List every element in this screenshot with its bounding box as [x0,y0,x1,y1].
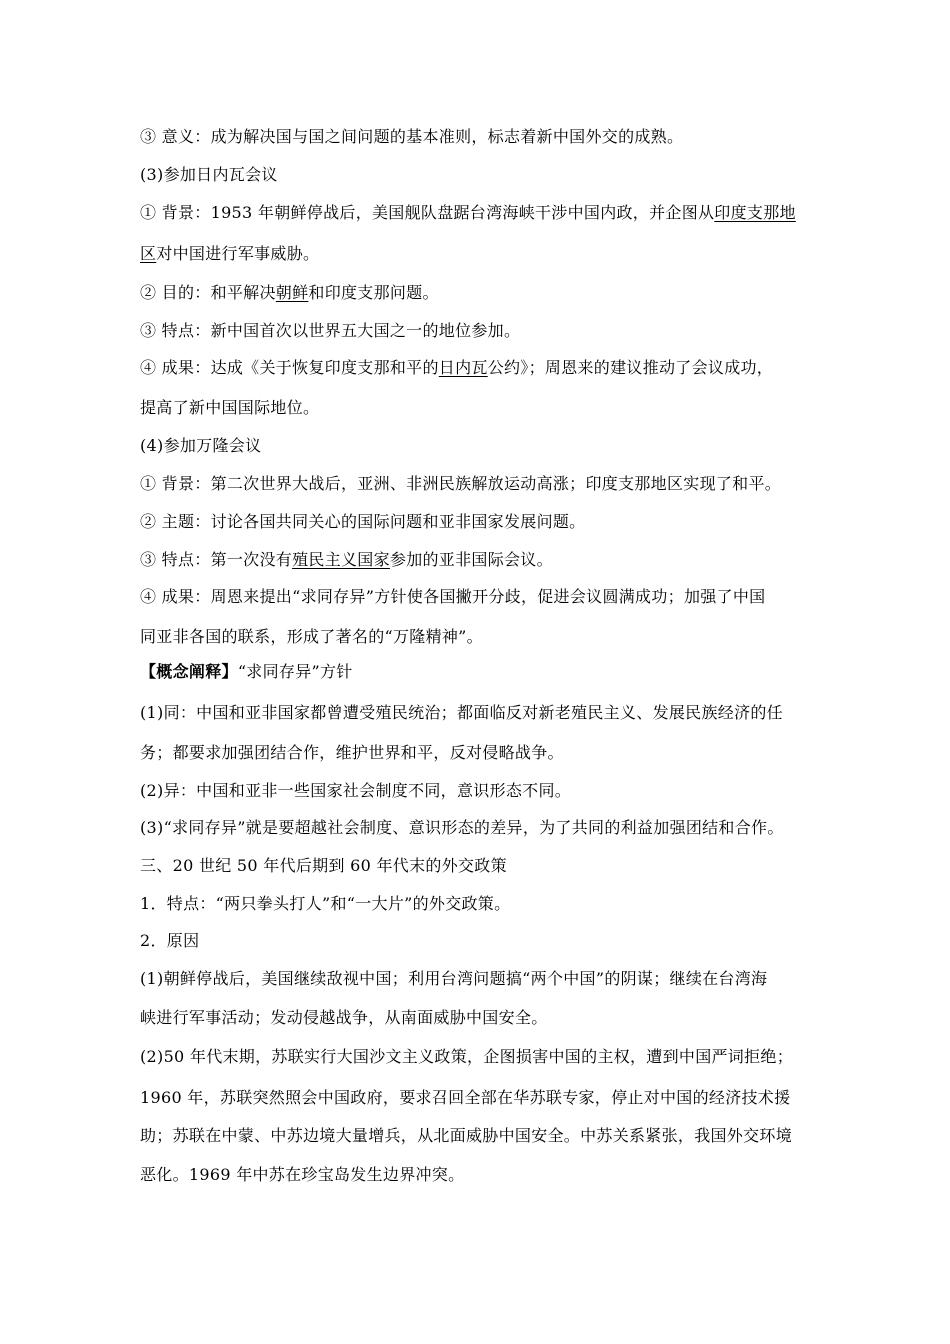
text-line: 恶化。1969 年中苏在珍宝岛发生边界冲突。 [140,1165,465,1184]
text-line: ① 背景：1953 年朝鲜停战后，美国舰队盘踞台湾海峡干涉中国内政，并企图从印度支那地 [140,203,796,222]
concept-heading: 【概念阐释】“求同存异”方针 [140,662,353,681]
underlined-term: 区 [140,244,157,263]
underlined-term: 殖民主义国家 [292,550,390,569]
text-line: (2)50 年代末期，苏联实行大国沙文主义政策，企图损害中国的主权，遭到中国严词拒绝； [140,1047,794,1066]
text-line: 提高了新中国国际地位。 [140,398,320,417]
text-line: ④ 成果：周恩来提出“求同存异”方针使各国撇开分歧，促进会议圆满成功；加强了中国 [140,587,766,606]
text-line: 同亚非各国的联系，形成了著名的“万隆精神”。 [140,627,483,646]
text-line: 峡进行军事活动；发动侵越战争，从南面威胁中国安全。 [140,1008,548,1027]
section-heading: (3)参加日内瓦会议 [140,165,278,184]
section-heading: (4)参加万隆会议 [140,436,262,455]
text-line: (2)异：中国和亚非一些国家社会制度不同，意识形态不同。 [140,781,572,800]
text-line: 务；都要求加强团结合作，维护世界和平，反对侵略战争。 [140,743,564,762]
text-line: ① 背景：第二次世界大战后，亚洲、非洲民族解放运动高涨；印度支那地区实现了和平。 [140,474,782,493]
text-line: ④ 成果：达成《关于恢复印度支那和平的日内瓦公约》；周恩来的建议推动了会议成功， [140,358,774,377]
text-line: (3)“求同存异”就是要超越社会制度、意识形态的差异，为了共同的利益加强团结和合作。 [140,818,784,837]
underlined-term: 印度支那地 [714,203,796,222]
underlined-term: 日内瓦 [438,358,488,377]
text-line: 2．原因 [140,931,200,950]
text-line: 区对中国进行军事威胁。 [140,244,320,263]
text-line: 1．特点：“两只拳头打人”和“一大片”的外交政策。 [140,894,511,913]
section-heading: 三、20 世纪 50 年代后期到 60 年代末的外交政策 [140,856,507,875]
text-line: ② 主题：讨论各国共同关心的国际问题和亚非国家发展问题。 [140,512,586,531]
text-line: ② 目的：和平解决朝鲜和印度支那问题。 [140,283,439,302]
text-line: (1)朝鲜停战后，美国继续敌视中国；利用台湾问题搞“两个中国”的阴谋；继续在台湾海 [140,969,768,988]
concept-label: 【概念阐释】 [140,662,238,681]
text-line: ③ 特点：第一次没有殖民主义国家参加的亚非国际会议。 [140,550,553,569]
text-line: ③ 特点：新中国首次以世界五大国之一的地位参加。 [140,321,521,340]
text-line: (1)同：中国和亚非国家都曾遭受殖民统治；都面临反对新老殖民主义、发展民族经济的任 [140,703,783,722]
text-line: ③ 意义：成为解决国与国之间问题的基本准则，标志着新中国外交的成熟。 [140,127,684,146]
text-line: 助；苏联在中蒙、中苏边境大量增兵，从北面威胁中国安全。中苏关系紧张，我国外交环境 [140,1126,793,1145]
text-line: 1960 年，苏联突然照会中国政府，要求召回全部在华苏联专家，停止对中国的经济技术援 [140,1088,791,1107]
underlined-term: 朝鲜 [275,283,309,302]
